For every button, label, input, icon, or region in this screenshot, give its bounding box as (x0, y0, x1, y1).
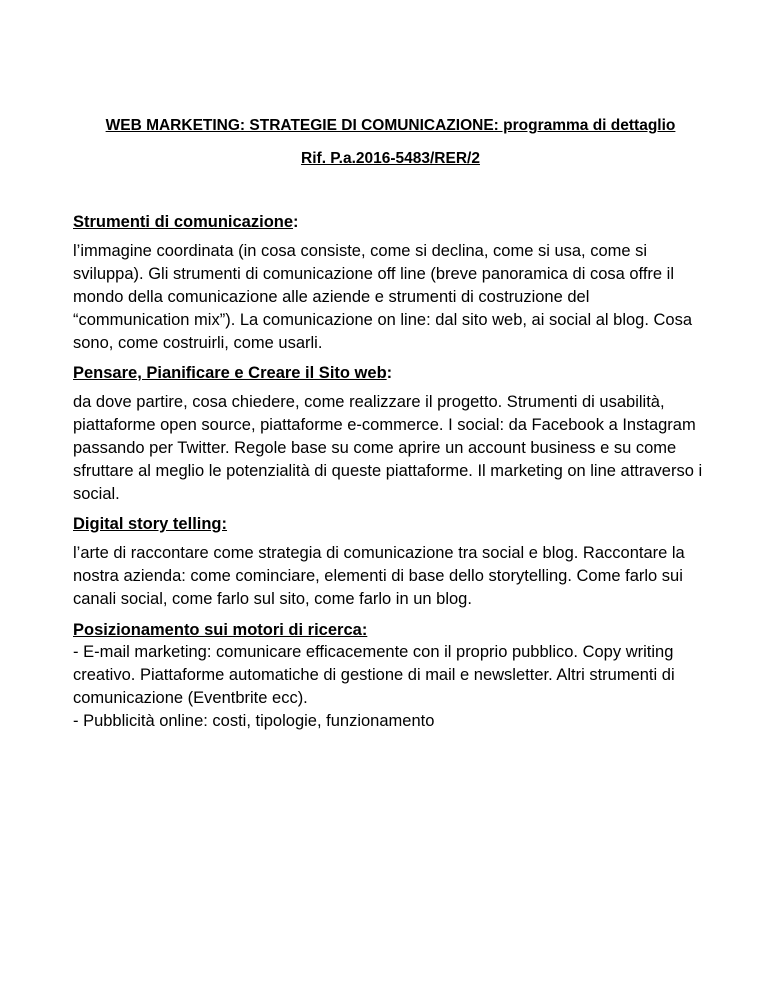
section-body-sito-web: da dove partire, cosa chiedere, come realizzare il progetto. Strumenti di usabilità, piattaforme open source, piattaforme e-commerce. I social: da Facebook a Instagram passando per Twitter. Regole base su come aprire un account business e su come sfruttare al meglio le potenzialità di queste piattaforme. Il marketing on line attraverso i social. (73, 393, 703, 503)
section-heading-text: Strumenti di comunicazione (73, 213, 294, 231)
section-heading-suffix: : (293, 213, 299, 231)
section-body-strumenti: l’immagine coordinata (in cosa consiste, come si declina, come si usa, come si sviluppa). Gli strumenti di comunicazione off line (breve panoramica di cosa offre il mondo della comunicazione alle aziende e strumenti di costruzione del “communication mix”). La comunicazione on line: dal sito web, ai social al blog. Cosa sono, come costruirli, come usarli. (73, 242, 693, 352)
document-reference: Rif. P.a.2016-5483/RER/2 (301, 150, 480, 167)
document-title: WEB MARKETING: STRATEGIE DI COMUNICAZIONE: programma di dettaglio (105, 117, 676, 134)
section-heading-text: Posizionamento sui motori di ricerca: (73, 621, 368, 639)
section-heading-text: Pensare, Pianificare e Creare il Sito web (73, 364, 387, 382)
section-heading-strumenti (73, 211, 708, 233)
list-item-pubblicita-online: - Pubblicità online: costi, tipologie, funzionamento (73, 712, 435, 730)
section-heading-text: Digital story telling: (73, 515, 228, 533)
section-heading-sito-web (73, 362, 708, 384)
section-heading-suffix: : (386, 364, 393, 382)
section-heading-posizionamento (73, 619, 708, 641)
section-body-story-telling: l’arte di raccontare come strategia di comunicazione tra social e blog. Raccontare la nostra azienda: come cominciare, elementi di base dello storytelling. Come farlo sui canali social, come farlo sul sito, come farlo in un blog. (73, 544, 685, 608)
list-item-email-marketing: - E-mail marketing: comunicare efficacemente con il proprio pubblico. Copy writing creativo. Piattaforme automatiche di gestione di mail e newsletter. Altri strumenti di comunicazione (Eventbrite ecc). (73, 643, 675, 707)
section-heading-story-telling (73, 513, 708, 535)
